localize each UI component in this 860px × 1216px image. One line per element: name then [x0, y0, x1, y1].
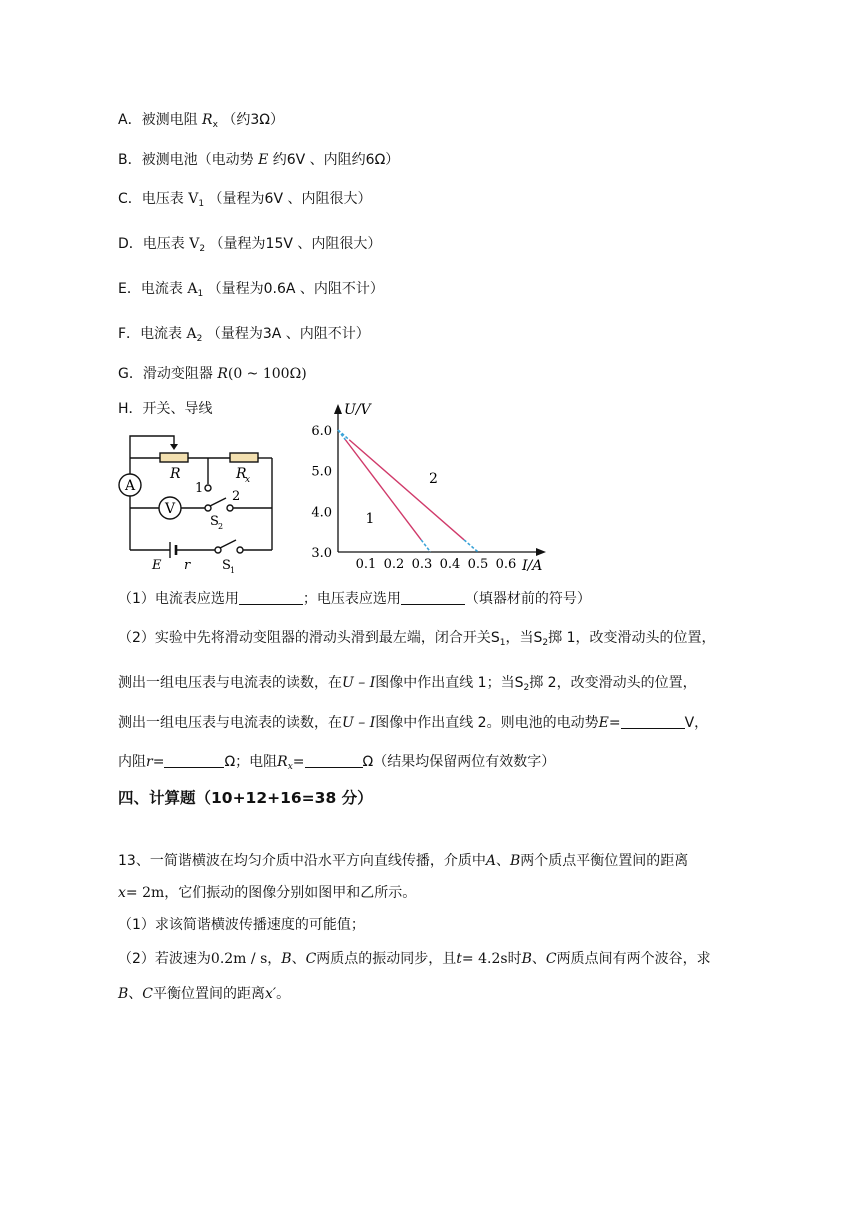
y-tick-label: 3.0	[311, 546, 332, 561]
x-tick-label: 0.4	[439, 557, 461, 572]
section-title: 四、计算题（10+12+16=38 分）	[118, 789, 373, 807]
question-13-line-1: 13、一简谐横波在均匀介质中沿水平方向直线传播，介质中A、B两个质点平衡位置间的距离	[118, 853, 689, 869]
question-13-part-2-cont: B、C平衡位置间的距离x′。	[118, 986, 291, 1002]
x-tick-label: 0.1	[355, 557, 377, 572]
question-13-line-2: x= 2m，它们振动的图像分别如图甲和乙所示。	[118, 885, 417, 901]
y-axis-label: U/V	[344, 402, 371, 418]
option-h: H．开关、导线	[118, 401, 213, 417]
question-13-part-2: （2）若波速为0.2m / s，B、C两质点的振动同步，且t= 4.2s时B、C两质点间有两个波谷，求	[118, 951, 711, 967]
rx-answer-blank[interactable]	[305, 755, 363, 768]
x-tick-label: 0.2	[383, 557, 405, 572]
internal-r-label: r	[184, 558, 191, 573]
series-2-label: 2	[429, 471, 438, 488]
s1-subscript: 1	[230, 566, 236, 574]
rheostat-label: R	[170, 466, 181, 482]
emf-label: E	[152, 558, 162, 573]
x-axis-label: I/A	[522, 558, 543, 574]
s1-label: S	[222, 558, 231, 573]
u-i-graph	[300, 400, 560, 575]
option-b: B．被测电池（电动势 E 约6V 、内阻约6Ω）	[118, 152, 400, 168]
option-d: D．电压表 $V_2$ （量程为15V 、内阻很大）	[118, 236, 382, 254]
series-1-label: 1	[365, 511, 375, 528]
r-answer-blank[interactable]	[164, 755, 224, 768]
s2-subscript: 2	[218, 522, 224, 531]
series-2-extension-end	[464, 540, 478, 552]
contact-1-label: 1	[195, 481, 204, 496]
x-tick-label: 0.5	[467, 557, 489, 572]
x-tick-label: 0.6	[495, 557, 517, 572]
contact-2-label: 2	[232, 489, 241, 504]
circuit-diagram	[112, 428, 282, 574]
rx-subscript: x	[245, 475, 251, 485]
question-13-part-1: （1）求该简谐横波传播速度的可能值；	[118, 917, 365, 933]
x-tick-label: 0.3	[411, 557, 433, 572]
ammeter-label: A	[124, 478, 136, 494]
question-1: （1）电流表应选用 ；电压表应选用 （填器材前的符号）	[118, 591, 591, 607]
y-tick-label: 5.0	[311, 464, 332, 480]
series-2-extension-start	[338, 430, 349, 440]
answer-blank[interactable]	[239, 592, 303, 605]
question-2-line-1: （2）实验中先将滑动变阻器的滑动头滑到最左端，闭合开关$S_1$，当$S_2$掷 1，改变滑动头的位置，	[118, 630, 716, 648]
s2-label: S	[210, 514, 219, 529]
rx-label: R	[236, 466, 247, 482]
question-2-line-3: 测出一组电压表与电流表的读数，在U – I图像中作出直线 2。则电池的电动势E= V，	[118, 715, 709, 731]
emf-answer-blank[interactable]	[621, 716, 685, 729]
option-letter: A．	[118, 112, 142, 128]
series-1-line	[345, 440, 421, 540]
option-e: E．电流表 $A_1$ （量程为0.6A 、内阻不计）	[118, 281, 384, 299]
voltmeter-label: V	[164, 501, 176, 517]
answer-blank[interactable]	[401, 592, 465, 605]
y-tick-label: 6.0	[311, 424, 332, 439]
option-g: G．滑动变阻器 R(0 ~ 100Ω)	[118, 366, 307, 382]
question-2-line-2: 测出一组电压表与电流表的读数，在U – I图像中作出直线 1；当$S_2$掷 2，改变滑动头的位置，	[118, 675, 697, 693]
series-1-extension-end	[421, 540, 430, 552]
y-tick-label: 4.0	[311, 505, 332, 521]
option-c: C．电压表 $V_1$ （量程为6V 、内阻很大）	[118, 191, 372, 209]
option-a: A．被测电阻 $R_x$ （约3Ω）	[118, 112, 284, 130]
option-f: F．电流表 $A_2$ （量程为3A 、内阻不计）	[118, 326, 370, 344]
question-2-line-4: 内阻r= Ω；电阻$R_x= \Omega$（结果均保留两位有效数字）	[118, 754, 556, 772]
